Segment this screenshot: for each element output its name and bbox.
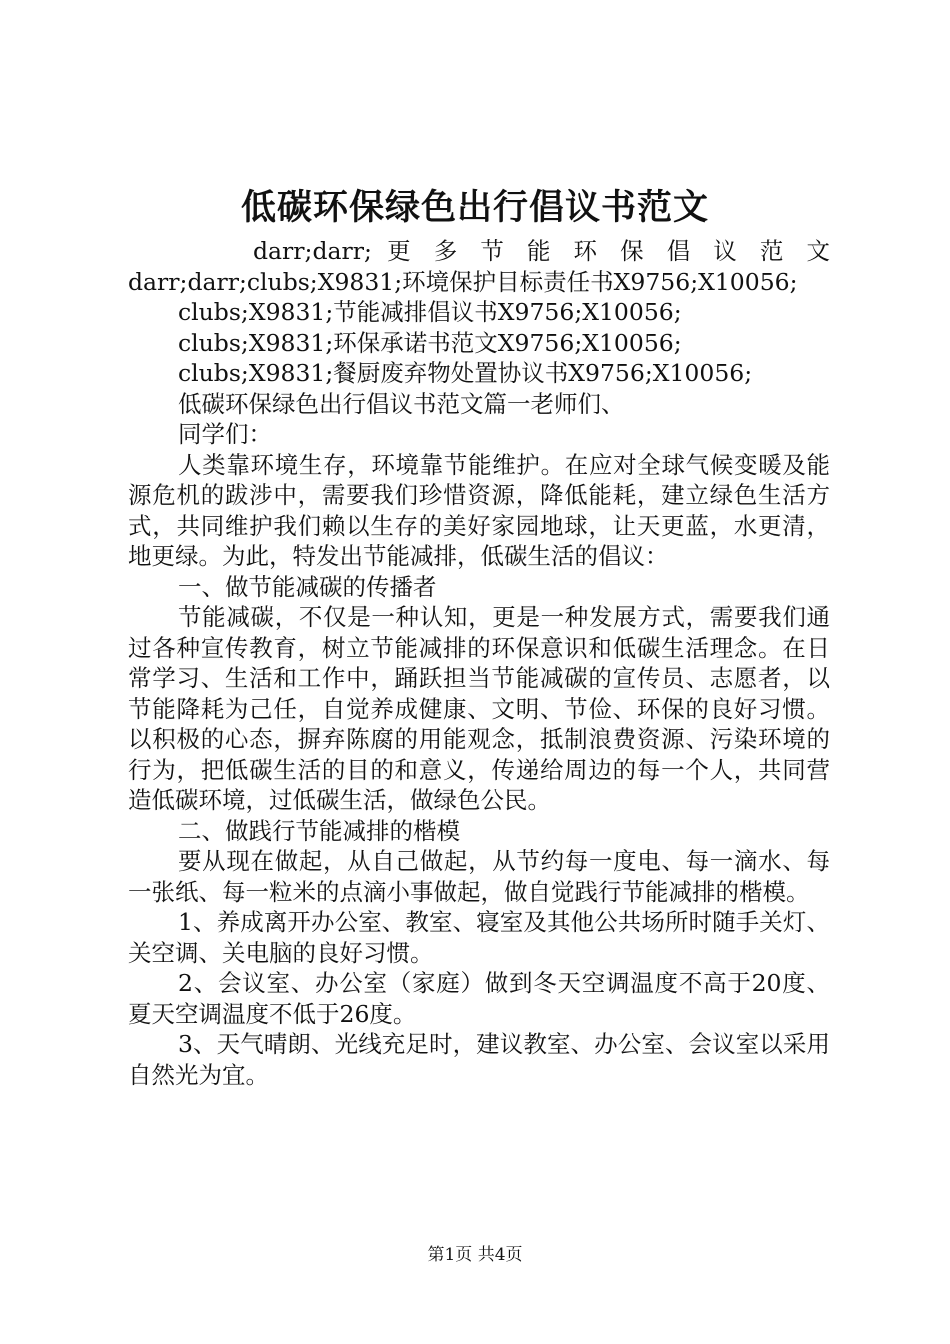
document-body bbox=[128, 236, 830, 1090]
document-title: 低碳环保绿色出行倡议书范文 bbox=[240, 187, 709, 228]
list-item: 3、天气晴朗、光线充足时，建议教室、办公室、会议室以采用自然光为宜。 bbox=[128, 1030, 830, 1089]
page-footer: 第1页 共4页 bbox=[427, 1245, 523, 1265]
intro-line: 低碳环保绿色出行倡议书范文篇一老师们、 bbox=[178, 389, 625, 418]
related-link[interactable]: clubs;X9831;餐厨废弃物处置协议书X9756;X10056; bbox=[178, 359, 753, 387]
section-heading: 二、做践行节能减排的楷模 bbox=[178, 816, 460, 845]
related-link[interactable]: clubs;X9831;环保承诺书范文X9756;X10056; bbox=[178, 328, 682, 357]
related-link[interactable]: clubs;X9831;节能减排倡议书X9756;X10056; bbox=[178, 298, 682, 326]
more-links-line-cont: darr;darr;clubs;X9831;环境保护目标责任书X9756;X10056; bbox=[128, 267, 798, 296]
section-heading: 一、做节能减碳的传播者 bbox=[178, 572, 437, 601]
paragraph: 人类靠环境生存，环境靠节能维护。在应对全球气候变暖及能源危机的跋涉中，需要我们珍惜资源，降低能耗，建立绿色生活方式，共同维护我们赖以生存的美好家园地球，让天更蓝，水更清，地更绿。为此，特发出节能减排，低碳生活的倡议： bbox=[128, 450, 830, 570]
list-item: 2、会议室、办公室（家庭）做到冬天空调温度不高于20度、夏天空调温度不低于26度。 bbox=[128, 969, 830, 1028]
more-links-line: darr;darr; 更 多 节 能 环 保 倡 议 范 文 bbox=[253, 237, 830, 265]
salutation: 同学们： bbox=[178, 420, 272, 448]
list-item: 1、养成离开办公室、教室、寝室及其他公共场所时随手关灯、关空调、关电脑的良好习惯。 bbox=[128, 908, 830, 967]
paragraph: 节能减碳，不仅是一种认知，更是一种发展方式，需要我们通过各种宣传教育，树立节能减排的环保意识和低碳生活理念。在日常学习、生活和工作中，踊跃担当节能减碳的宣传员、志愿者，以节能降耗为己任，自觉养成健康、文明、节俭、环保的良好习惯。以积极的心态，摒弃陈腐的用能观念，抵制浪费资源、污染环境的行为，把低碳生活的目的和意义，传递给周边的每一个人，共同营造低碳环境，过低碳生活，做绿色公民。 bbox=[128, 603, 830, 814]
paragraph: 要从现在做起，从自己做起，从节约每一度电、每一滴水、每一张纸、每一粒米的点滴小事做起，做自觉践行节能减排的楷模。 bbox=[128, 847, 830, 906]
